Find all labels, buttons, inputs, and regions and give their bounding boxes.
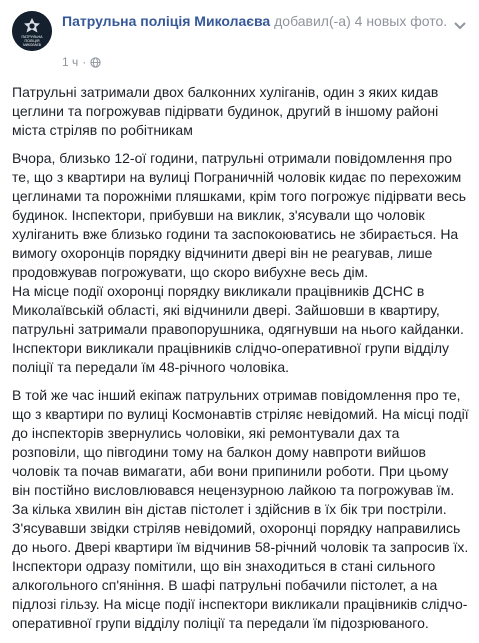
globe-icon[interactable] bbox=[90, 57, 101, 68]
paragraph-second-incident: В той же час інший екіпаж патрульних отримав повідомлення про те, що з квартири по вулиці Космонавтів стріляє невідомий. На місці події до інспекторів звернулись чоловіки, які ремонтували дах та розповіли, що півгодини тому на балкон дому навпроти вийшов чоловік та почав вимагати, аби вони припинили роботи. При цьому він постійно висловлювався нецензурною лайкою та погрожував їм. За кілька хвилин він дістав пістолет і здійснив в їх бік три постріли. З'ясувавши звідки стріляв невідомий, охоронці порядку направились до нього. Двері квартири їм відчинив 58-річний чоловік та запросив їх. Інспектори одразу помітили, що він знаходиться в стані сильного алкогольного сп'яніння. В шафі патрульні побачили пістолет, а на підлозі гільзу. На місце події інспектори викликали працівників слідчо-оперативної групи відділу поліції та передали їм підозрюваного. bbox=[12, 387, 469, 631]
police-logo-icon bbox=[12, 11, 52, 51]
post-body bbox=[12, 83, 470, 642]
paragraph-first-incident: Вчора, близько 12-ої години, патрульні отримали повідомлення про те, що з квартири на вулиці Пограничній чоловік кидає по перехожим цеглинами та порожніми пляшками, крім того погрожує підірвати весь будинок. Інспектори, прибувши на виклик, з'ясували що чоловік хуліганить вже близько години та заспокоюватись не збирається. На вимогу охоронців порядку відчинити двері він не реагував, лише продовжував погрожувати, що скоро вибухне весь дім. На місце події охоронці порядку викликали працівників ДСНС в Миколаївській області, які відчинили двері. Зайшовши в квартиру, патрульні затримали правопорушника, одягнувши на нього кайданки. Інспектори викликали працівників слідчо-оперативної групи відділу поліції та передали їм 48-річного чоловіка. bbox=[12, 150, 467, 375]
paragraph-headline: Патрульні затримали двох балконних хуліганів, один з яких кидав цеглини та погрожував підірвати будинок, другий в іншому районі міста стріляв по робітникам bbox=[12, 84, 439, 138]
svg-text:ПОЛІЦІЯ: ПОЛІЦІЯ bbox=[24, 39, 40, 43]
meta-separator: · bbox=[82, 55, 87, 69]
chevron-down-icon[interactable] bbox=[453, 21, 467, 31]
post-header bbox=[12, 11, 479, 69]
post-title bbox=[62, 13, 452, 30]
post-action-text: добавил(-а) 4 новых фото. bbox=[274, 13, 448, 29]
page-name-link[interactable]: Патрульна поліція Миколаєва bbox=[62, 13, 271, 29]
post-timestamp[interactable]: 1 ч bbox=[62, 55, 79, 69]
svg-text:ПАТРУЛЬНА: ПАТРУЛЬНА bbox=[21, 35, 43, 39]
avatar[interactable] bbox=[12, 11, 52, 51]
svg-text:МИКОЛАЄВ: МИКОЛАЄВ bbox=[23, 43, 41, 47]
post-meta bbox=[62, 55, 101, 69]
